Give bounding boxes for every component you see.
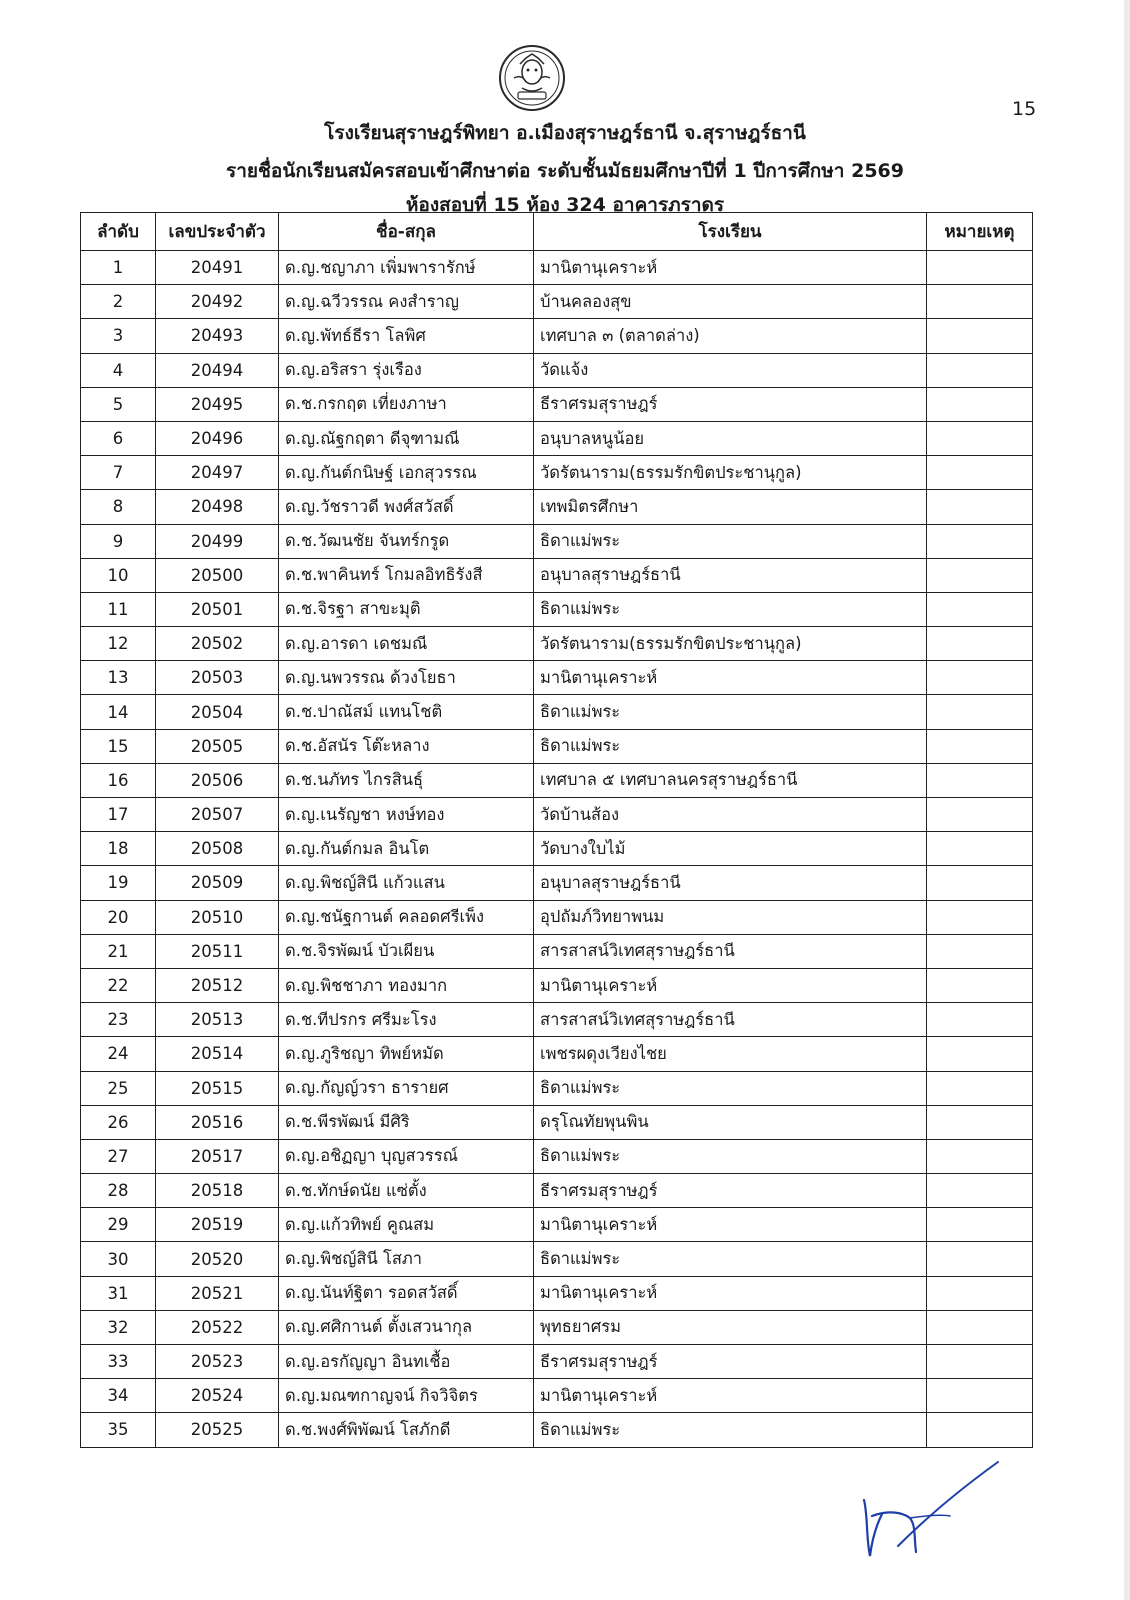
remark-cell — [927, 1379, 1033, 1413]
student-id-cell: 20507 — [156, 798, 279, 832]
student-roster-table — [80, 212, 1033, 1448]
table-row — [81, 661, 1033, 695]
student-id-cell: 20521 — [156, 1276, 279, 1310]
student-id-cell: 20525 — [156, 1413, 279, 1447]
table-row — [81, 558, 1033, 592]
table-row — [81, 798, 1033, 832]
table-row — [81, 1174, 1033, 1208]
school-seal-icon — [498, 44, 566, 112]
column-header-remark: หมายเหตุ — [927, 213, 1033, 251]
table-row — [81, 524, 1033, 558]
school-cell: ธิดาแม่พระ — [534, 1071, 927, 1105]
student-id-cell: 20510 — [156, 900, 279, 934]
student-name-cell: ด.ญ.อริสรา รุ่งเรือง — [279, 353, 534, 387]
student-id-cell: 20515 — [156, 1071, 279, 1105]
student-id-cell: 20503 — [156, 661, 279, 695]
table-row — [81, 763, 1033, 797]
row-order-cell: 1 — [81, 251, 156, 285]
scan-edge-shadow — [1124, 0, 1130, 1600]
school-cell: วัดรัตนาราม(ธรรมรักขิตประชานุกูล) — [534, 627, 927, 661]
table-row — [81, 968, 1033, 1002]
remark-cell — [927, 627, 1033, 661]
student-name-cell: ด.ญ.กันต์กมล อินโต — [279, 832, 534, 866]
school-cell: อนุบาลสุราษฎร์ธานี — [534, 866, 927, 900]
remark-cell — [927, 421, 1033, 455]
school-cell: มานิตานุเคราะห์ — [534, 251, 927, 285]
school-cell: ธิดาแม่พระ — [534, 1413, 927, 1447]
student-id-cell: 20494 — [156, 353, 279, 387]
student-id-cell: 20509 — [156, 866, 279, 900]
table-row — [81, 1208, 1033, 1242]
table-row — [81, 934, 1033, 968]
remark-cell — [927, 1139, 1033, 1173]
table-row — [81, 1003, 1033, 1037]
student-id-cell: 20508 — [156, 832, 279, 866]
student-name-cell: ด.ช.จิรพัฒน์ บัวเผียน — [279, 934, 534, 968]
remark-cell — [927, 1071, 1033, 1105]
student-name-cell: ด.ญ.พิชญ์สินี แก้วแสน — [279, 866, 534, 900]
student-name-cell: ด.ช.ปาณัสม์ แทนโชติ — [279, 695, 534, 729]
row-order-cell: 35 — [81, 1413, 156, 1447]
row-order-cell: 5 — [81, 387, 156, 421]
table-row — [81, 1139, 1033, 1173]
student-id-cell: 20504 — [156, 695, 279, 729]
table-row — [81, 1345, 1033, 1379]
table-row — [81, 627, 1033, 661]
table-row — [81, 695, 1033, 729]
row-order-cell: 7 — [81, 456, 156, 490]
remark-cell — [927, 1276, 1033, 1310]
page-number: 15 — [1012, 98, 1037, 120]
remark-cell — [927, 1208, 1033, 1242]
row-order-cell: 4 — [81, 353, 156, 387]
student-id-cell: 20523 — [156, 1345, 279, 1379]
table-row — [81, 1037, 1033, 1071]
row-order-cell: 3 — [81, 319, 156, 353]
student-id-cell: 20506 — [156, 763, 279, 797]
exam-room-title: ห้องสอบที่ 15 ห้อง 324 อาคารภราดร — [405, 194, 725, 216]
row-order-cell: 10 — [81, 558, 156, 592]
remark-cell — [927, 968, 1033, 1002]
remark-cell — [927, 285, 1033, 319]
student-id-cell: 20501 — [156, 592, 279, 626]
student-name-cell: ด.ญ.อรกัญญา อินทเชื้อ — [279, 1345, 534, 1379]
remark-cell — [927, 1105, 1033, 1139]
row-order-cell: 17 — [81, 798, 156, 832]
row-order-cell: 11 — [81, 592, 156, 626]
school-cell: ธิดาแม่พระ — [534, 592, 927, 626]
row-order-cell: 27 — [81, 1139, 156, 1173]
student-id-cell: 20516 — [156, 1105, 279, 1139]
student-id-cell: 20511 — [156, 934, 279, 968]
school-cell: เทศบาล ๓ (ตลาดล่าง) — [534, 319, 927, 353]
school-cell: เทพมิตรศึกษา — [534, 490, 927, 524]
student-name-cell: ด.ช.ทีปรกร ศรีมะโรง — [279, 1003, 534, 1037]
student-id-cell: 20495 — [156, 387, 279, 421]
student-name-cell: ด.ญ.ศศิกานต์ ตั้งเสวนากุล — [279, 1310, 534, 1344]
student-name-cell: ด.ช.พีรพัฒน์ มีศิริ — [279, 1105, 534, 1139]
remark-cell — [927, 729, 1033, 763]
column-header-school: โรงเรียน — [534, 213, 927, 251]
row-order-cell: 18 — [81, 832, 156, 866]
row-order-cell: 31 — [81, 1276, 156, 1310]
remark-cell — [927, 798, 1033, 832]
student-name-cell: ด.ช.วัฒนชัย จันทร์กรูด — [279, 524, 534, 558]
remark-cell — [927, 661, 1033, 695]
student-name-cell: ด.ญ.พิชญ์สินี โสภา — [279, 1242, 534, 1276]
student-id-cell: 20512 — [156, 968, 279, 1002]
table-row — [81, 319, 1033, 353]
table-body — [81, 251, 1033, 1448]
row-order-cell: 13 — [81, 661, 156, 695]
student-name-cell: ด.ญ.วัชราวดี พงศ์สวัสดิ์ — [279, 490, 534, 524]
student-name-cell: ด.ช.พงศ์พิพัฒน์ โสภักดี — [279, 1413, 534, 1447]
school-cell: มานิตานุเคราะห์ — [534, 968, 927, 1002]
school-cell: เพชรผดุงเวียงไชย — [534, 1037, 927, 1071]
student-id-cell: 20514 — [156, 1037, 279, 1071]
student-id-cell: 20497 — [156, 456, 279, 490]
row-order-cell: 34 — [81, 1379, 156, 1413]
row-order-cell: 23 — [81, 1003, 156, 1037]
row-order-cell: 9 — [81, 524, 156, 558]
school-cell: ธิดาแม่พระ — [534, 1139, 927, 1173]
student-id-cell: 20502 — [156, 627, 279, 661]
row-order-cell: 2 — [81, 285, 156, 319]
remark-cell — [927, 1345, 1033, 1379]
column-header-order: ลำดับ — [81, 213, 156, 251]
student-name-cell: ด.ญ.พิชชาภา ทองมาก — [279, 968, 534, 1002]
table-row — [81, 832, 1033, 866]
student-name-cell: ด.ช.พาคินทร์ โกมลอิทธิรังสี — [279, 558, 534, 592]
table-row — [81, 353, 1033, 387]
row-order-cell: 33 — [81, 1345, 156, 1379]
school-cell: ธิดาแม่พระ — [534, 695, 927, 729]
row-order-cell: 6 — [81, 421, 156, 455]
row-order-cell: 30 — [81, 1242, 156, 1276]
handwritten-signature-icon — [858, 1456, 1004, 1562]
school-cell: วัดบางใบไม้ — [534, 832, 927, 866]
school-cell: ธีราศรมสุราษฎร์ — [534, 1174, 927, 1208]
student-name-cell: ด.ญ.กัญญ์วรา ธารายศ — [279, 1071, 534, 1105]
row-order-cell: 20 — [81, 900, 156, 934]
table-row — [81, 1071, 1033, 1105]
remark-cell — [927, 1003, 1033, 1037]
remark-cell — [927, 251, 1033, 285]
row-order-cell: 19 — [81, 866, 156, 900]
remark-cell — [927, 456, 1033, 490]
student-name-cell: ด.ญ.ภูริชญา ทิพย์หมัด — [279, 1037, 534, 1071]
school-cell: อุปถัมภ์วิทยาพนม — [534, 900, 927, 934]
student-name-cell: ด.ญ.นพวรรณ ด้วงโยธา — [279, 661, 534, 695]
student-name-cell: ด.ญ.เนรัญชา หงษ์ทอง — [279, 798, 534, 832]
remark-cell — [927, 1413, 1033, 1447]
row-order-cell: 8 — [81, 490, 156, 524]
student-name-cell: ด.ญ.ฉวีวรรณ คงสำราญ — [279, 285, 534, 319]
school-cell: ดรุโณทัยพุนพิน — [534, 1105, 927, 1139]
student-id-cell: 20491 — [156, 251, 279, 285]
student-id-cell: 20492 — [156, 285, 279, 319]
table-row — [81, 592, 1033, 626]
table-row — [81, 1242, 1033, 1276]
row-order-cell: 12 — [81, 627, 156, 661]
school-cell: ธีราศรมสุราษฎร์ — [534, 1345, 927, 1379]
remark-cell — [927, 592, 1033, 626]
student-id-cell: 20496 — [156, 421, 279, 455]
school-cell: มานิตานุเคราะห์ — [534, 661, 927, 695]
student-name-cell: ด.ญ.กันต์กนิษฐ์ เอกสุวรรณ — [279, 456, 534, 490]
student-name-cell: ด.ญ.นันท์ฐิตา รอดสวัสดิ์ — [279, 1276, 534, 1310]
student-id-cell: 20522 — [156, 1310, 279, 1344]
remark-cell — [927, 695, 1033, 729]
school-cell: อนุบาลสุราษฎร์ธานี — [534, 558, 927, 592]
school-cell: บ้านคลองสุข — [534, 285, 927, 319]
student-name-cell: ด.ญ.อารดา เดชมณี — [279, 627, 534, 661]
table-row — [81, 251, 1033, 285]
student-id-cell: 20505 — [156, 729, 279, 763]
row-order-cell: 32 — [81, 1310, 156, 1344]
student-name-cell: ด.ช.อัสนัร โต๊ะหลาง — [279, 729, 534, 763]
school-name-title: โรงเรียนสุราษฎร์พิทยา อ.เมืองสุราษฎร์ธานี จ.สุราษฎร์ธานี — [324, 122, 806, 144]
student-name-cell: ด.ญ.อชิฏญา บุญสวรรณ์ — [279, 1139, 534, 1173]
school-cell: ธีราศรมสุราษฎร์ — [534, 387, 927, 421]
school-cell: วัดบ้านส้อง — [534, 798, 927, 832]
student-name-cell: ด.ญ.มณฑกาญจน์ กิจวิจิตร — [279, 1379, 534, 1413]
school-cell: สารสาสน์วิเทศสุราษฎร์ธานี — [534, 934, 927, 968]
table-row — [81, 729, 1033, 763]
remark-cell — [927, 763, 1033, 797]
student-id-cell: 20520 — [156, 1242, 279, 1276]
row-order-cell: 21 — [81, 934, 156, 968]
school-cell: มานิตานุเคราะห์ — [534, 1379, 927, 1413]
school-cell: เทศบาล ๕ เทศบาลนครสุราษฎร์ธานี — [534, 763, 927, 797]
table-row — [81, 285, 1033, 319]
school-cell: ธิดาแม่พระ — [534, 1242, 927, 1276]
remark-cell — [927, 524, 1033, 558]
table-row — [81, 1379, 1033, 1413]
table-row — [81, 1105, 1033, 1139]
school-cell: พุทธยาศรม — [534, 1310, 927, 1344]
student-name-cell: ด.ญ.พัทธ์ธีรา โลพิศ — [279, 319, 534, 353]
school-cell: อนุบาลหนูน้อย — [534, 421, 927, 455]
school-cell: วัดแจ้ง — [534, 353, 927, 387]
student-name-cell: ด.ช.นภัทร ไกรสินธุ์ — [279, 763, 534, 797]
row-order-cell: 28 — [81, 1174, 156, 1208]
remark-cell — [927, 866, 1033, 900]
remark-cell — [927, 490, 1033, 524]
table-row — [81, 1310, 1033, 1344]
remark-cell — [927, 900, 1033, 934]
remark-cell — [927, 1242, 1033, 1276]
student-id-cell: 20499 — [156, 524, 279, 558]
student-name-cell: ด.ญ.ณัฐกฤตา ดีจุฑามณี — [279, 421, 534, 455]
remark-cell — [927, 832, 1033, 866]
row-order-cell: 29 — [81, 1208, 156, 1242]
row-order-cell: 22 — [81, 968, 156, 1002]
student-id-cell: 20493 — [156, 319, 279, 353]
remark-cell — [927, 1174, 1033, 1208]
list-title: รายชื่อนักเรียนสมัครสอบเข้าศึกษาต่อ ระดับชั้นมัธยมศึกษาปีที่ 1 ปีการศึกษา 2569 — [226, 160, 904, 182]
column-header-id: เลขประจำตัว — [156, 213, 279, 251]
school-cell: วัดรัตนาราม(ธรรมรักขิตประชานุกูล) — [534, 456, 927, 490]
row-order-cell: 14 — [81, 695, 156, 729]
remark-cell — [927, 353, 1033, 387]
table-header-row — [81, 213, 1033, 251]
row-order-cell: 15 — [81, 729, 156, 763]
table-row — [81, 421, 1033, 455]
student-name-cell: ด.ช.จิรฐา สาขะมุติ — [279, 592, 534, 626]
student-name-cell: ด.ญ.ชนัฐกานต์ คลอดศรีเพ็ง — [279, 900, 534, 934]
school-cell: สารสาสน์วิเทศสุราษฎร์ธานี — [534, 1003, 927, 1037]
remark-cell — [927, 1037, 1033, 1071]
student-id-cell: 20518 — [156, 1174, 279, 1208]
remark-cell — [927, 558, 1033, 592]
student-name-cell: ด.ช.กรกฤต เที่ยงภาษา — [279, 387, 534, 421]
row-order-cell: 25 — [81, 1071, 156, 1105]
student-name-cell: ด.ญ.แก้วทิพย์ คูณสม — [279, 1208, 534, 1242]
student-id-cell: 20498 — [156, 490, 279, 524]
student-name-cell: ด.ช.ทักษ์ดนัย แซ่ตั้ง — [279, 1174, 534, 1208]
table-row — [81, 1413, 1033, 1447]
remark-cell — [927, 934, 1033, 968]
student-id-cell: 20519 — [156, 1208, 279, 1242]
row-order-cell: 26 — [81, 1105, 156, 1139]
table-row — [81, 387, 1033, 421]
table-row — [81, 866, 1033, 900]
table-row — [81, 456, 1033, 490]
student-id-cell: 20517 — [156, 1139, 279, 1173]
table-row — [81, 490, 1033, 524]
school-cell: ธิดาแม่พระ — [534, 524, 927, 558]
row-order-cell: 16 — [81, 763, 156, 797]
school-cell: ธิดาแม่พระ — [534, 729, 927, 763]
student-id-cell: 20524 — [156, 1379, 279, 1413]
remark-cell — [927, 319, 1033, 353]
student-name-cell: ด.ญ.ชญาภา เพิ่มพารารักษ์ — [279, 251, 534, 285]
row-order-cell: 24 — [81, 1037, 156, 1071]
table-row — [81, 1276, 1033, 1310]
column-header-name: ชื่อ-สกุล — [279, 213, 534, 251]
school-cell: มานิตานุเคราะห์ — [534, 1276, 927, 1310]
remark-cell — [927, 1310, 1033, 1344]
remark-cell — [927, 387, 1033, 421]
table-row — [81, 900, 1033, 934]
school-cell: มานิตานุเคราะห์ — [534, 1208, 927, 1242]
student-id-cell: 20513 — [156, 1003, 279, 1037]
student-id-cell: 20500 — [156, 558, 279, 592]
